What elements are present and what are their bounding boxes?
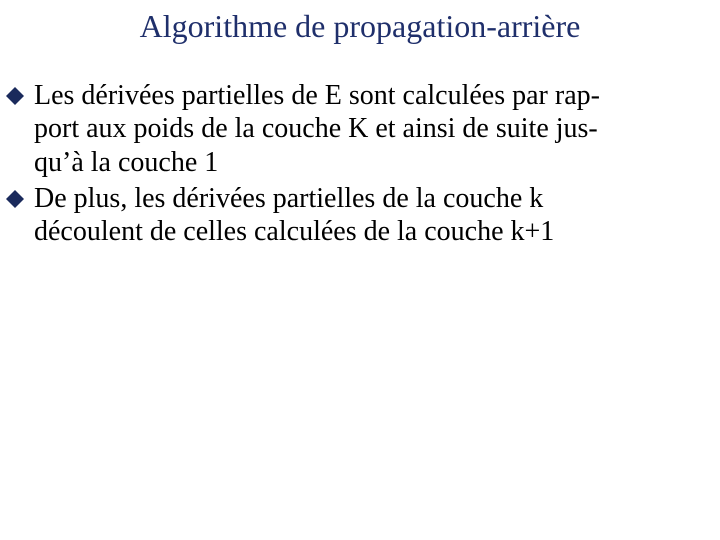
diamond-bullet-icon [6, 87, 28, 105]
slide-title: Algorithme de propagation-arrière [139, 8, 581, 44]
bullet-text-line: De plus, les dérivées partielles de la couche k [34, 182, 544, 214]
bullet-item [6, 79, 696, 179]
bullet-list [6, 79, 696, 251]
diamond-bullet-icon [6, 190, 28, 208]
bullet-text-line: port aux poids de la couche K et ainsi de suite jus- [34, 113, 598, 145]
bullet-text-line: découlent de celles calculées de la couche k+1 [34, 216, 555, 248]
bullet-text-line: qu’à la couche 1 [34, 146, 219, 178]
bullet-item [6, 182, 696, 249]
bullet-text-line: Les dérivées partielles de E sont calculées par rap- [34, 80, 600, 111]
